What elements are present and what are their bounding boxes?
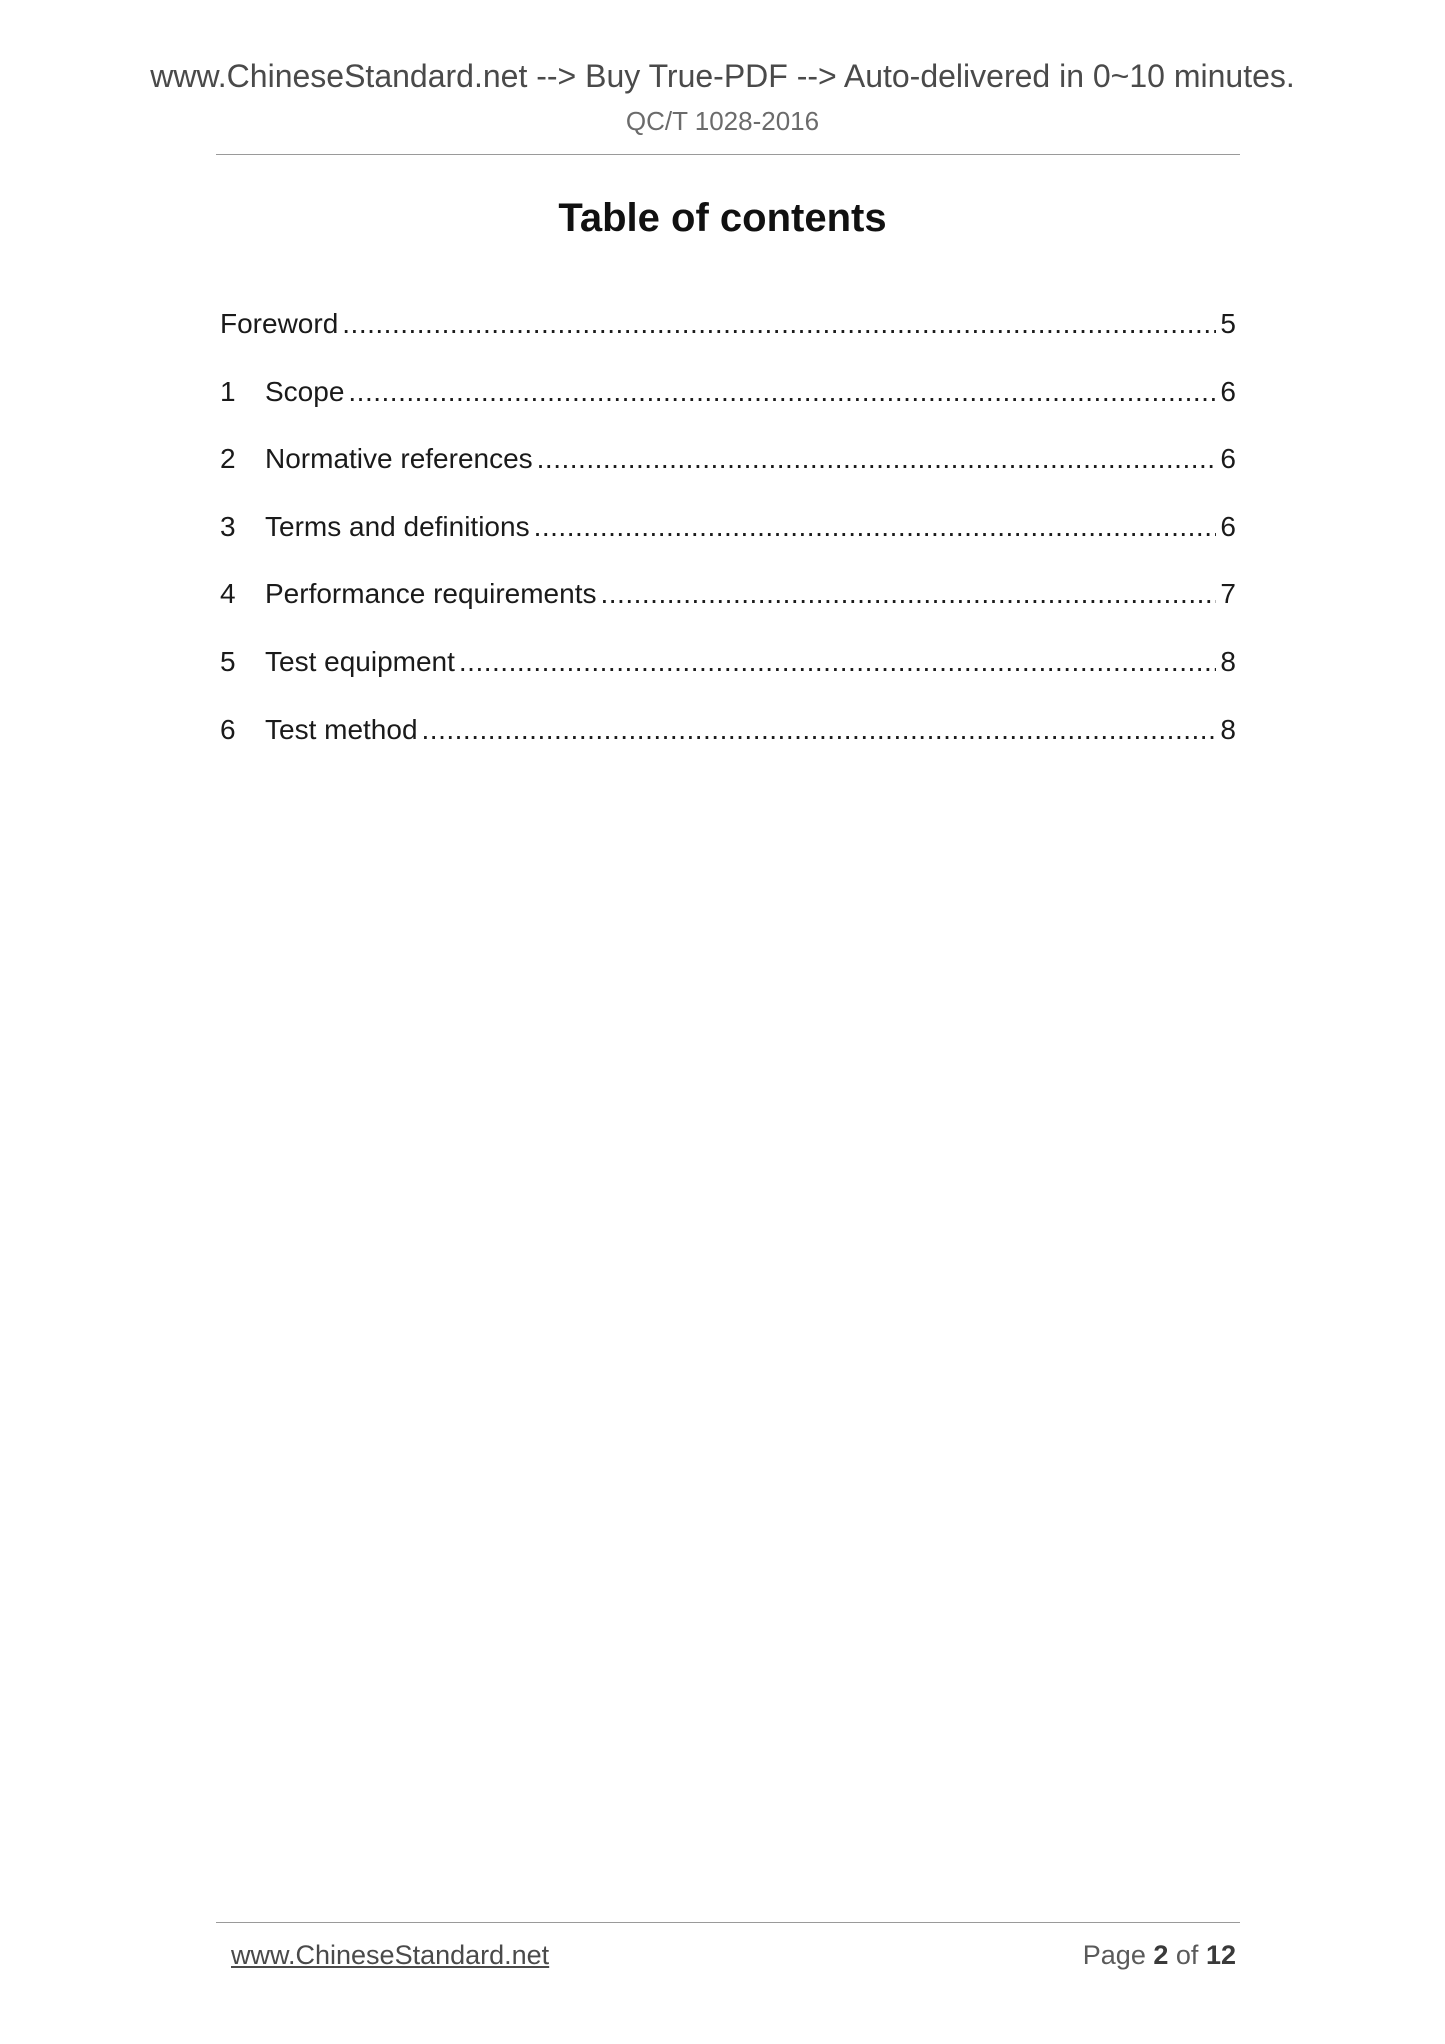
toc-entry-test-method[interactable] — [220, 714, 1236, 782]
toc-entry-number: 1 — [220, 375, 236, 407]
toc-entry-page: 8 — [1220, 645, 1236, 677]
toc-entry-page: 6 — [1220, 510, 1236, 542]
footer-site-link[interactable]: www.ChineseStandard.net — [231, 1940, 550, 1970]
toc-entry-number: 5 — [220, 645, 236, 677]
toc-leader-dots — [348, 376, 1216, 408]
page-indicator — [1083, 1940, 1236, 1971]
toc-leader-dots — [422, 714, 1217, 746]
toc-list — [220, 308, 1236, 781]
toc-entry-performance-requirements[interactable] — [220, 578, 1236, 646]
toc-entry-label: Foreword — [220, 308, 339, 339]
toc-entry-page: 6 — [1220, 375, 1236, 407]
toc-entry-page: 7 — [1220, 578, 1236, 610]
toc-entry-scope[interactable] — [220, 376, 1236, 444]
toc-entry-number: 2 — [220, 443, 236, 475]
header-banner: www.ChineseStandard.net --> Buy True-PDF --> Auto-delivered in 0~10 minutes. — [150, 58, 1295, 94]
toc-entry-number: 4 — [220, 578, 236, 610]
toc-entry-page: 8 — [1220, 713, 1236, 745]
toc-leader-dots — [459, 646, 1217, 678]
toc-entry-page: 5 — [1220, 308, 1236, 339]
toc-entry-normative-references[interactable] — [220, 443, 1236, 511]
toc-entry-label: Test equipment — [265, 645, 455, 677]
toc-entry-label: Normative references — [265, 443, 533, 475]
toc-leader-dots — [342, 308, 1216, 340]
toc-entry-number: 3 — [220, 510, 236, 542]
toc-entry-label: Test method — [265, 713, 418, 745]
toc-leader-dots — [534, 511, 1217, 543]
toc-entry-label: Performance requirements — [265, 578, 597, 610]
toc-entry-number: 6 — [220, 713, 236, 745]
document-id: QC/T 1028-2016 — [625, 106, 820, 136]
toc-leader-dots — [600, 578, 1216, 610]
toc-entry-terms-and-definitions[interactable] — [220, 511, 1236, 579]
header-divider — [216, 154, 1240, 155]
total-pages: 12 — [1205, 1940, 1236, 1970]
footer-divider — [216, 1922, 1240, 1923]
page-of: of — [1175, 1940, 1199, 1970]
page-prefix: Page — [1082, 1940, 1146, 1970]
page-title: Table of contents — [558, 196, 887, 240]
toc-entry-label: Terms and definitions — [265, 510, 530, 542]
current-page: 2 — [1153, 1940, 1169, 1970]
toc-entry-test-equipment[interactable] — [220, 646, 1236, 714]
toc-entry-page: 6 — [1220, 443, 1236, 475]
toc-entry-foreword[interactable] — [220, 308, 1236, 376]
toc-leader-dots — [537, 443, 1217, 475]
toc-entry-label: Scope — [265, 375, 345, 407]
